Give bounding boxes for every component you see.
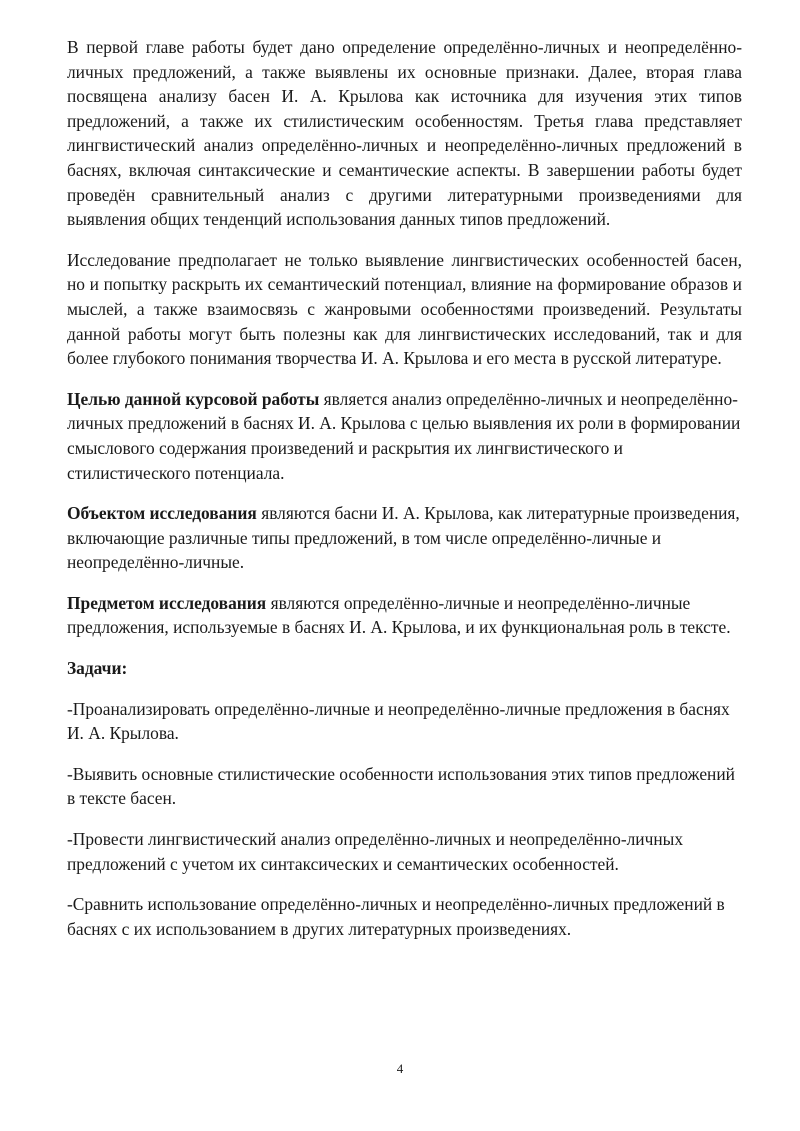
object-text: являются басни И. А. Крылова, как литературные произведения, включающие различные типы предложений, в том числе определённо-личные и неопределённо-личные. <box>67 503 740 573</box>
page-number: 4 <box>396 1061 404 1076</box>
object-paragraph <box>67 501 742 575</box>
intro-paragraph-structure: В первой главе работы будет дано определение определённо-личных и неопределённо-личных предложений, а также выявлены их основные признаки. Далее, вторая глава посвящена анализу басен И. А. Крылова как источника для изучения этих типов предложений, а также их стилистическим особенностям. Третья глава представляет лингвистический анализ определённо-личных и неопределённо-личных предложений в баснях, включая синтаксические и семантические аспекты. В завершении работы будет проведён сравнительный анализ с другими литературными произведениями для выявления общих тенденций использования данных типов предложений. <box>67 37 742 230</box>
tasks-heading-label: Задачи: <box>67 658 128 679</box>
subject-text: являются определённо-личные и неопределённо-личные предложения, используемые в баснях И. А. Крылова, и их функциональная роль в тексте. <box>67 592 731 638</box>
subject-label: Предметом исследования <box>67 592 267 613</box>
intro-paragraph-research: Исследование предполагает не только выявление лингвистических особенностей басен, но и попытку раскрыть их семантический потенциал, влияние на формирование образов и мыслей, а также взаимосвязь с жанровыми особенностями произведений. Результаты данной работы могут быть полезны как для лингвистических исследований, так и для более глубокого понимания творчества И. А. Крылова и его места в русской литературе. <box>67 249 742 369</box>
subject-paragraph <box>67 591 742 640</box>
goal-text: является анализ определённо-личных и неопределённо-личных предложений в баснях И. А. Крылова с целью выявления их роли в формировании смыслового содержания произведений и раскрытия их лингвистического и стилистического потенциала. <box>67 388 741 483</box>
tasks-heading <box>67 656 742 681</box>
task-item: -Проанализировать определённо-личные и неопределённо-личные предложения в баснях И. А. Крылова. <box>67 698 730 744</box>
goal-label: Целью данной курсовой работы <box>67 388 320 409</box>
document-page <box>67 35 742 957</box>
task-item: -Провести лингвистический анализ определённо-личных и неопределённо-личных предложений с учетом их синтаксических и семантических особенностей. <box>67 829 684 874</box>
object-label: Объектом исследования <box>67 503 257 524</box>
task-item: -Сравнить использование определённо-личных и неопределённо-личных предложений в баснях с их использованием в других литературных произведениях. <box>67 894 725 939</box>
goal-paragraph <box>67 387 742 485</box>
task-item: -Выявить основные стилистические особенности использования этих типов предложений в тексте басен. <box>67 763 735 809</box>
